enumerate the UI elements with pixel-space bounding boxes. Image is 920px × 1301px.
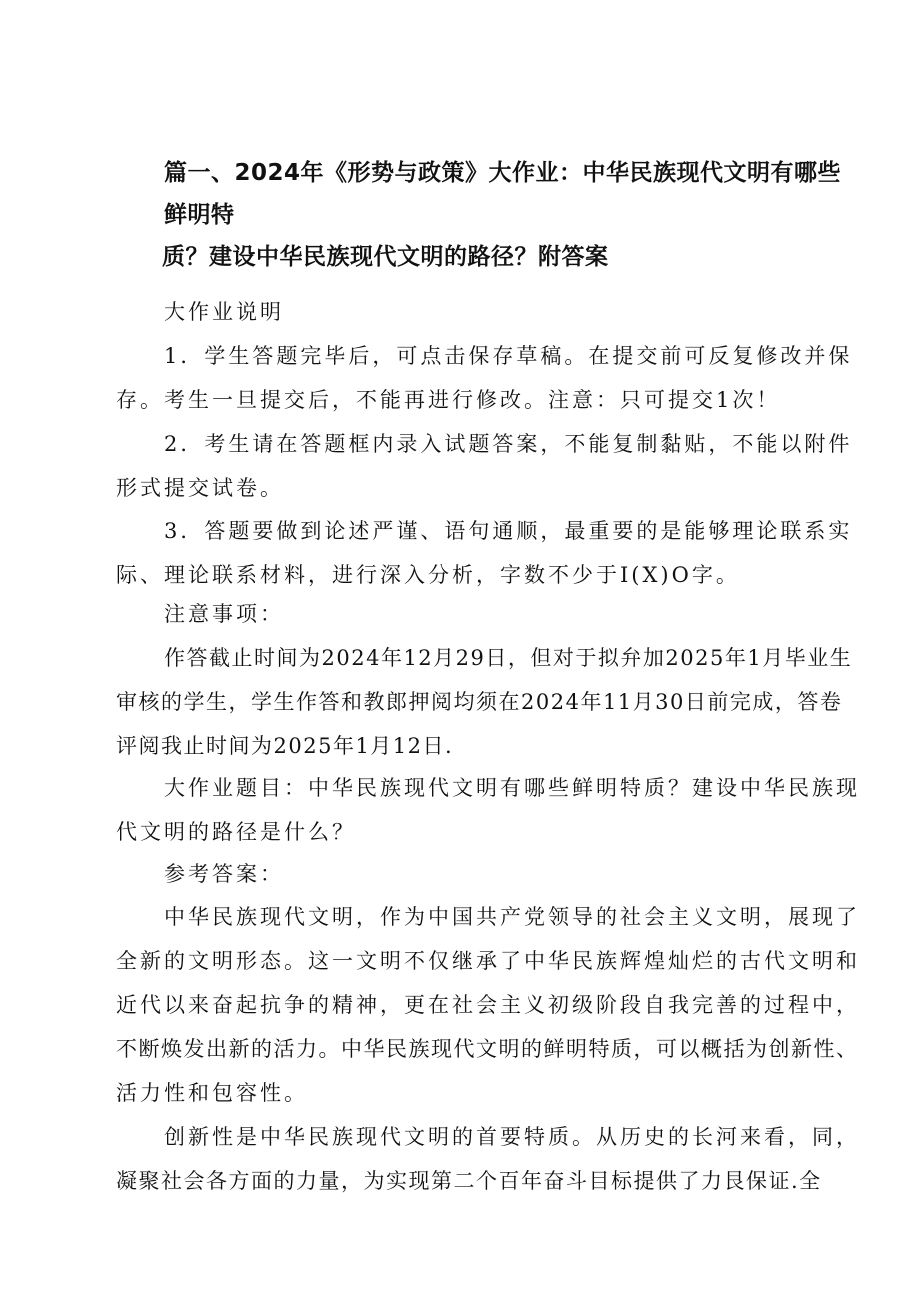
answer-line: 近代以来奋起抗争的精神，更在社会主义初级阶段自我完善的过程中，: [116, 993, 860, 1017]
topic-line: 大作业题目：中华民族现代文明有哪些鲜明特质？建设中华民族现: [164, 776, 860, 800]
answer-line: 创新性是中华民族现代文明的首要特质。从历史的长河来看，同，: [164, 1125, 860, 1149]
section-heading: [116, 290, 856, 334]
notes-line: 评阅我止时间为2025年1月12日.: [116, 734, 454, 758]
instruction-line: 2．考生请在答题框内录入试题答案，不能复制黏贴，不能以附件: [164, 432, 853, 456]
title-line: 篇一、2024年《形势与政策》大作业：中华民族现代文明有哪些鲜明特: [164, 160, 842, 228]
instruction-item-1: [116, 334, 856, 422]
answer-paragraph-1: [116, 895, 860, 1115]
answer-paragraph-2: [116, 1115, 860, 1203]
answer-heading-text: 参考答案：: [164, 862, 284, 886]
notes-line: 作答截止时间为2024年12月29日，但对于拟弁加2025年1月毕业生: [164, 646, 853, 670]
document-title: [164, 152, 854, 278]
answer-line: 不断焕发出新的活力。中华民族现代文明的鲜明特质，可以概括为创新性、: [116, 1037, 859, 1061]
notes-paragraph: [116, 636, 856, 768]
answer-heading: [116, 852, 856, 896]
answer-line: 全新的文明形态。这一文明不仅继承了中华民族辉煌灿烂的古代文明和: [116, 949, 860, 973]
section-heading-text: 大作业说明: [164, 300, 284, 324]
answer-line: 凝聚社会各方面的力量，为实现第二个百年奋斗目标提供了力艮保证.全: [116, 1169, 822, 1193]
notes-heading: [116, 592, 856, 636]
instruction-line: 3．答题要做到论述严谨、语句通顺，最重要的是能够理论联系实: [164, 519, 853, 543]
title-line: 质？建设中华民族现代文明的路径？附答案: [162, 244, 609, 270]
instruction-line: 1．学生答题完毕后，可点击保存草稿。在提交前可反复修改并保: [164, 344, 853, 368]
notes-heading-text: 注意事项：: [164, 602, 284, 626]
topic-line: 代文明的路径是什么？: [116, 820, 356, 844]
answer-line: 活力性和包容性。: [116, 1081, 308, 1105]
instruction-item-2: [116, 422, 856, 510]
instruction-line: 存。考生一旦提交后，不能再进行修改。注意：只可提交1次！: [116, 388, 781, 412]
instruction-line: 际、理论联系材料，进行深入分析，字数不少于I(X)O字。: [116, 563, 740, 587]
answer-line: 中华民族现代文明，作为中国共产党领导的社会主义文明，展现了: [164, 905, 860, 929]
assignment-topic: [116, 766, 860, 854]
instruction-item-3: [116, 509, 856, 597]
notes-line: 审核的学生，学生作答和教郎押阅均须在2024年11月30日前完成，答卷: [116, 690, 843, 714]
instruction-line: 形式提交试卷。: [116, 476, 284, 500]
